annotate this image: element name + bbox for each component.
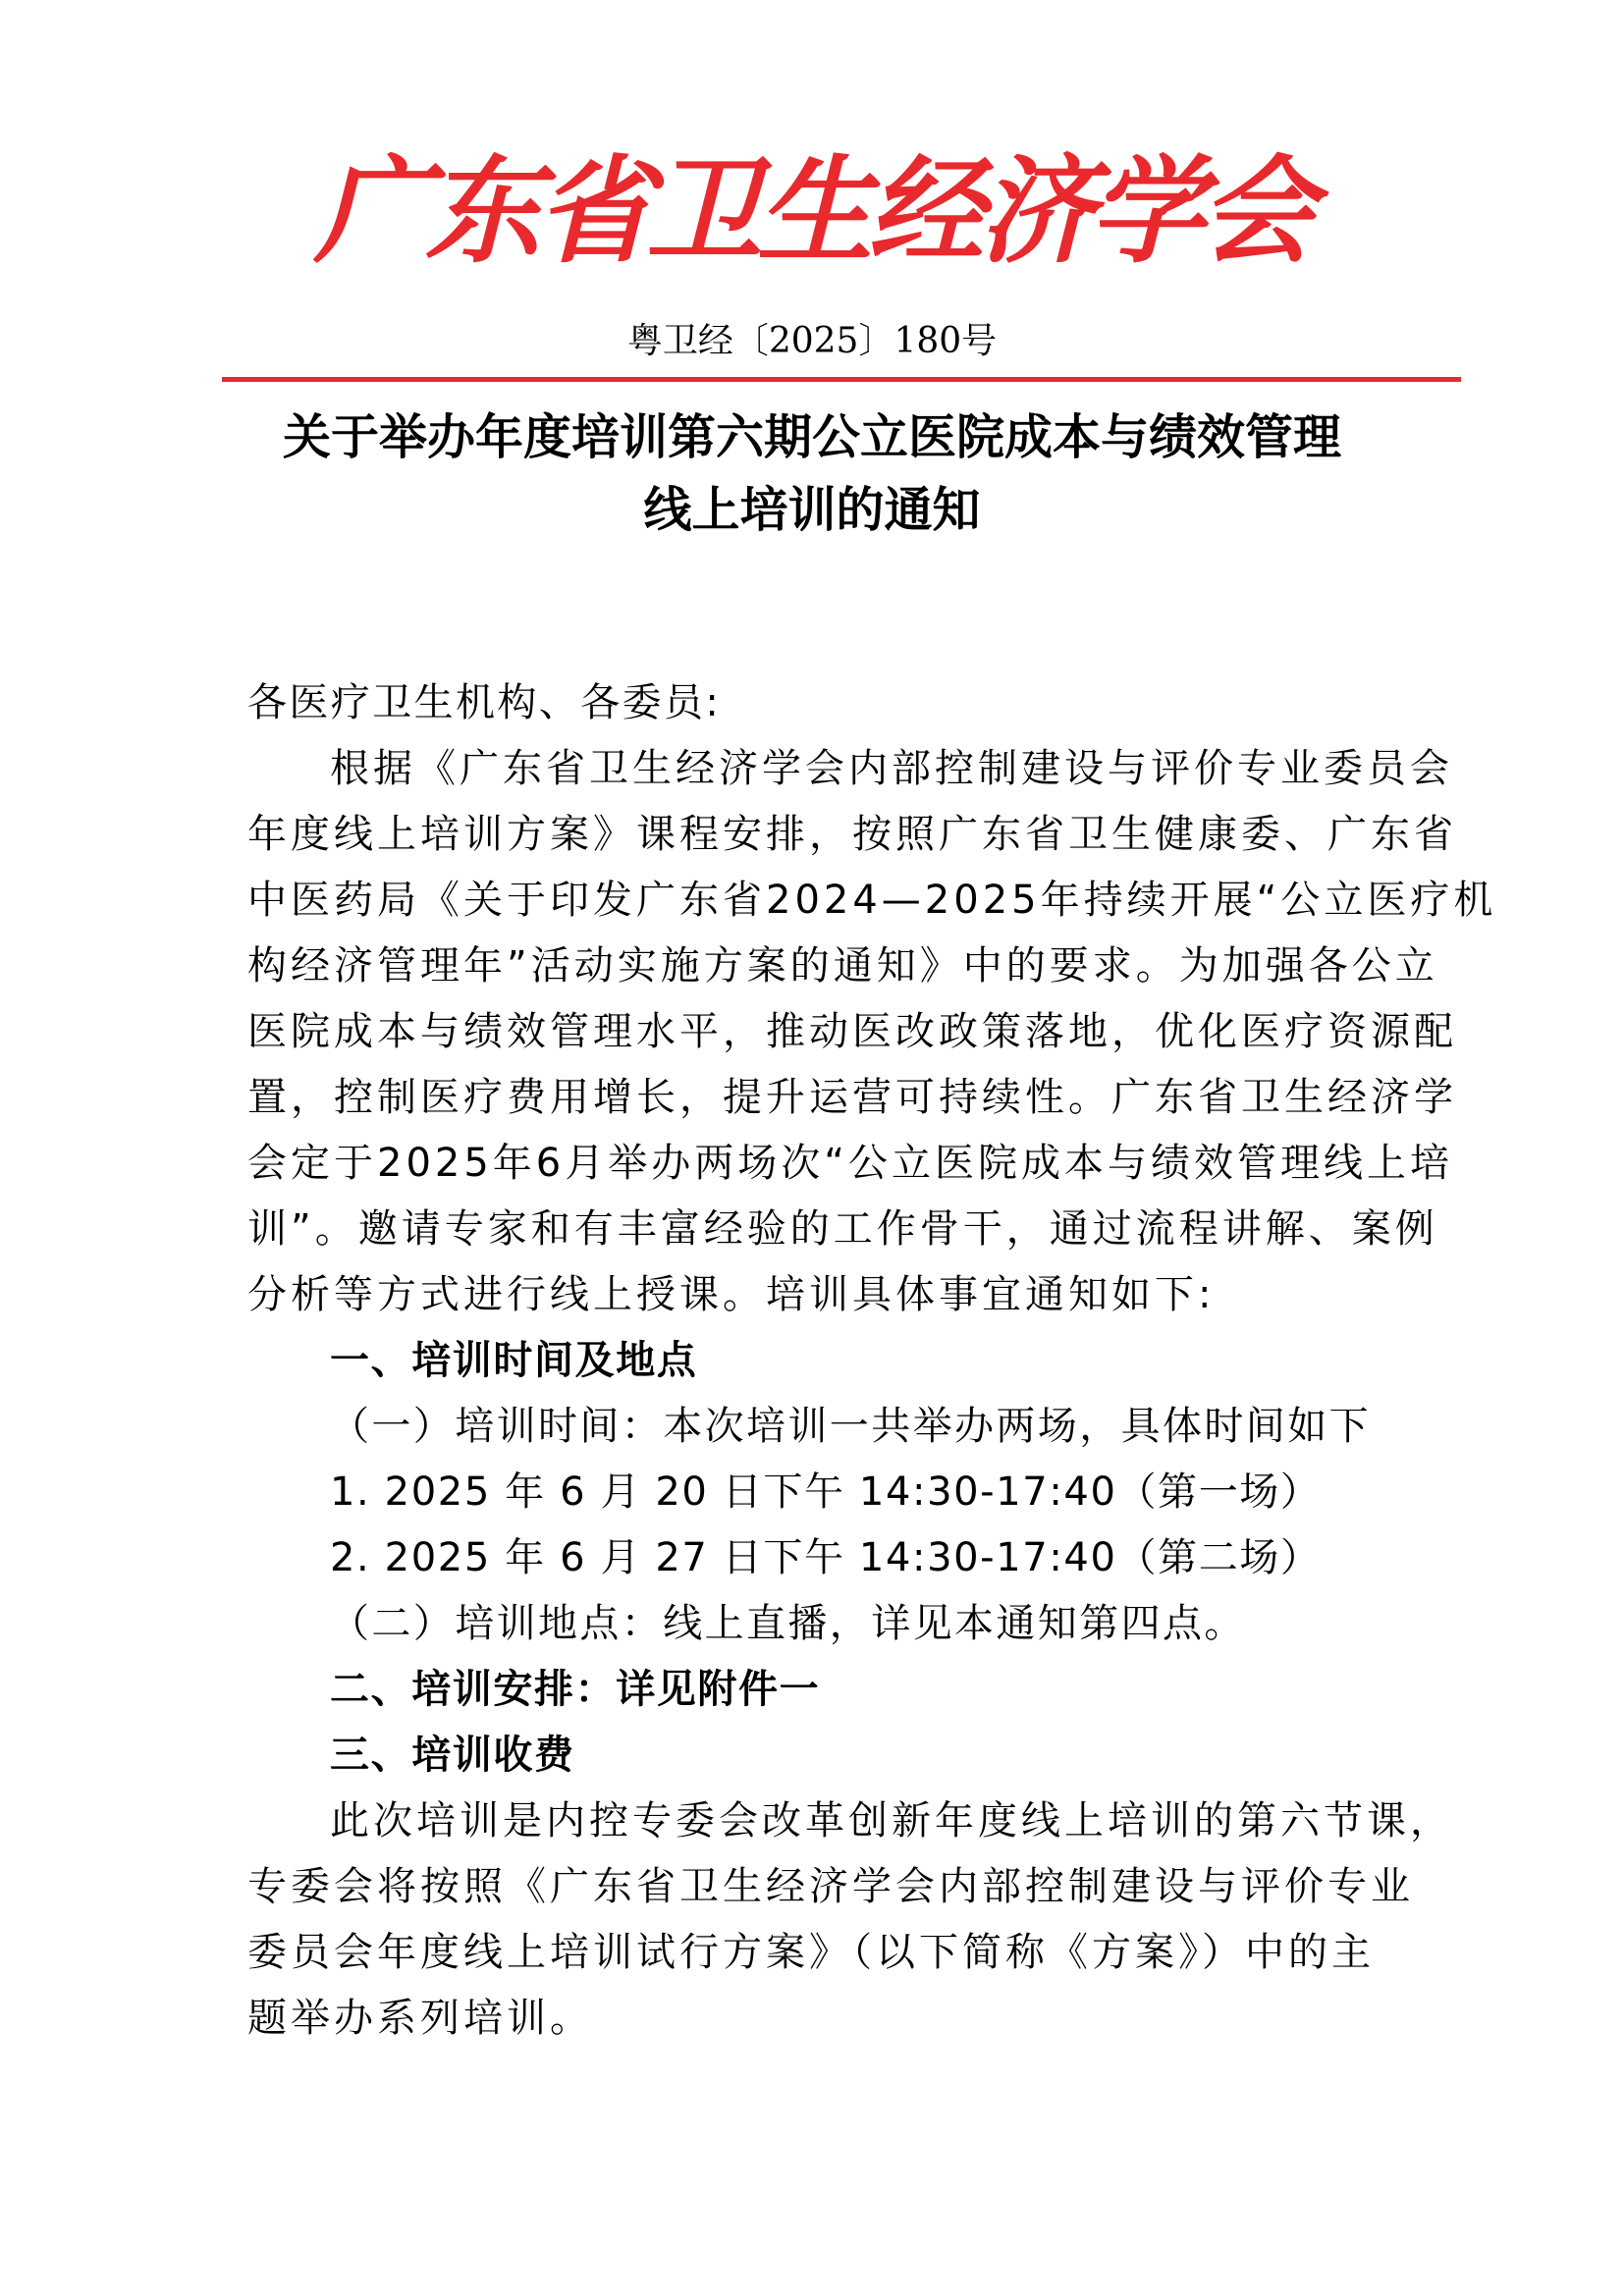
section-1-heading: 一、培训时间及地点: [330, 1338, 698, 1383]
intro-line: 分析等方式进行线上授课。培训具体事宜通知如下:: [247, 1272, 1216, 1317]
masthead-char: 会: [1200, 142, 1317, 279]
session-2-schedule: 2. 2025 年 6 月 27 日下午 14:30-17:40（第二场）: [330, 1535, 1322, 1580]
masthead-char: 生: [757, 142, 874, 279]
fee-line: 专委会将按照《广东省卫生经济学会内部控制建设与评价专业: [247, 1864, 1414, 1909]
masthead-char: 广: [314, 142, 431, 279]
fee-line: 题举办系列培训。: [247, 1996, 593, 2041]
intro-line: 根据《广东省卫生经济学会内部控制建设与评价专业委员会: [330, 746, 1453, 791]
intro-line: 医院成本与绩效管理水平，推动医改政策落地，优化医疗资源配: [247, 1009, 1457, 1054]
masthead-char: 卫: [646, 142, 763, 279]
intro-line: 会定于2025年6月举办两场次“公立医院成本与绩效管理线上培: [247, 1141, 1453, 1186]
intro-line: 置，控制医疗费用增长，提升运营可持续性。广东省卫生经济学: [247, 1075, 1457, 1120]
intro-line: 构经济管理年”活动实施方案的通知》中的要求。为加强各公立: [247, 943, 1438, 988]
notice-title-line-2: 线上培训的通知: [643, 482, 981, 538]
training-location: （二）培训地点：线上直播，详见本通知第四点。: [330, 1601, 1246, 1646]
masthead-char: 省: [536, 142, 653, 279]
intro-line: 训”。邀请专家和有丰富经验的工作骨干，通过流程讲解、案例: [247, 1206, 1438, 1252]
masthead-char: 东: [425, 142, 542, 279]
training-time-intro: （一）培训时间：本次培训一共举办两场，具体时间如下: [330, 1404, 1371, 1449]
section-3-heading: 三、培训收费: [330, 1733, 575, 1778]
session-1-schedule: 1. 2025 年 6 月 20 日下午 14:30-17:40（第一场）: [330, 1469, 1322, 1515]
fee-line: 此次培训是内控专委会改革创新年度线上培训的第六节课，: [330, 1798, 1453, 1843]
section-2-heading: 二、培训安排：详见附件一: [330, 1667, 821, 1712]
salutation: 各医疗卫生机构、各委员:: [247, 680, 722, 725]
intro-line: 年度线上培训方案》课程安排，按照广东省卫生健康委、广东省: [247, 812, 1457, 857]
masthead-logo: [314, 137, 1316, 285]
notice-title-line-1: 关于举办年度培训第六期公立医院成本与绩效管理: [282, 409, 1341, 465]
document-number: 粤卫经〔2025〕180号: [626, 321, 998, 361]
masthead-char: 济: [979, 142, 1096, 279]
masthead-char: 学: [1089, 142, 1206, 279]
masthead-char: 经: [868, 142, 985, 279]
intro-line: 中医药局《关于印发广东省2024—2025年持续开展“公立医疗机: [247, 878, 1497, 923]
fee-line: 委员会年度线上培训试行方案》（以下简称《方案》）中的主: [247, 1930, 1375, 1975]
red-divider-line: [222, 377, 1461, 382]
